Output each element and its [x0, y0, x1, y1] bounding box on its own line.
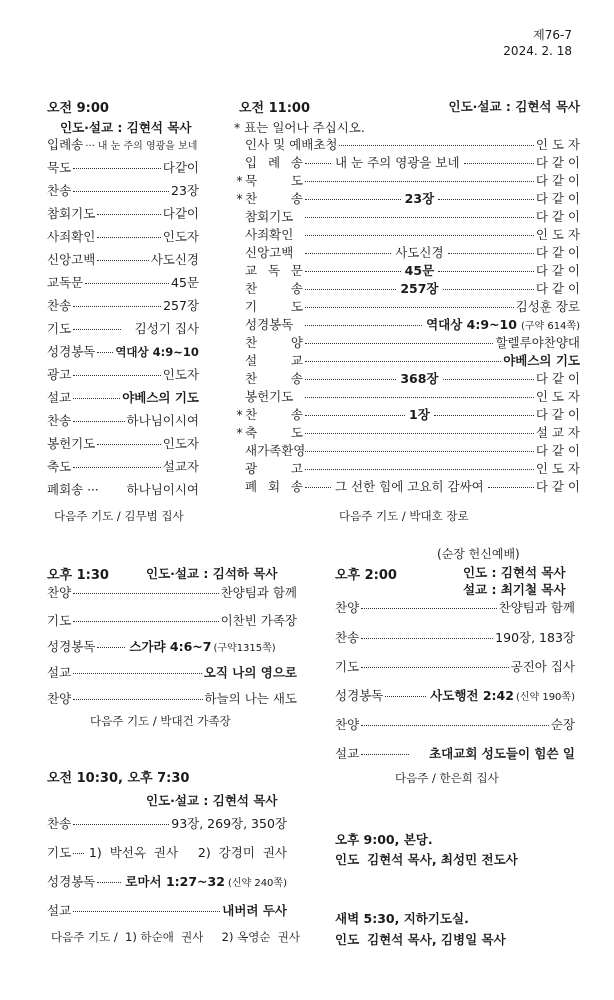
item-label: 신앙고백	[245, 245, 294, 260]
item-value: 내버려 두사	[222, 903, 287, 918]
item-label: 설 교	[245, 353, 303, 368]
item-label: 설교	[47, 665, 72, 680]
order-item	[47, 276, 199, 290]
service-leader: 인도·설교 : 김석하 목사	[146, 566, 278, 581]
order-item	[234, 318, 580, 334]
item-label: 묵 도	[245, 173, 303, 188]
leader-names: 김현석 목사, 김병일 목사	[367, 932, 506, 947]
next-week-prayer: 다음주 기도 / 1) 하순애 권사 2) 옥영순 권사	[51, 930, 300, 944]
item-label: 광고	[47, 367, 72, 382]
item-value: 인도자	[162, 229, 199, 244]
item-label: 기 도	[245, 299, 303, 314]
item-detail: 사도신경	[395, 245, 444, 260]
item-label: 성경봉독	[245, 317, 294, 332]
item-value: 인도자	[162, 436, 199, 451]
order-item	[335, 718, 575, 732]
item-label: 성경봉독	[47, 874, 96, 889]
order-item	[47, 345, 199, 359]
item-label: 설교	[47, 903, 72, 918]
order-item	[47, 904, 287, 918]
order-item	[234, 372, 580, 386]
order-item: * 묵 도 다 같 이	[236, 173, 580, 188]
item-value: 하나님이시여	[126, 482, 199, 497]
item-label: 기도	[47, 321, 72, 336]
item-label: 찬 송	[245, 281, 303, 296]
item-value: 야베스의 기도	[503, 353, 580, 368]
item-label: 찬송	[47, 183, 72, 198]
order-item	[335, 660, 575, 674]
item-value: 순장	[550, 717, 575, 732]
item-note: (신약 190쪽)	[515, 692, 575, 703]
item-label: 기도	[47, 845, 72, 860]
order-item	[234, 336, 580, 350]
service-title: (순장 헌신예배)	[437, 547, 520, 561]
item-value: 인 도 자	[535, 389, 580, 404]
leader-label: 인도	[335, 852, 360, 867]
item-label: 폐회송	[47, 482, 84, 497]
standing-notice: * 표는 일어나 주십시오.	[234, 120, 365, 135]
order-item	[47, 368, 199, 382]
service-leader: 인도·설교 : 김현석 목사	[146, 793, 278, 808]
order-item	[47, 414, 199, 428]
order-item	[234, 246, 580, 260]
order-item: * 찬 송 1장 다 같 이	[236, 407, 580, 422]
item-value: 다같이	[162, 160, 199, 175]
item-value: 다 같 이	[535, 443, 580, 458]
order-item	[335, 747, 575, 761]
item-value: 사도행전 2:42	[430, 688, 514, 703]
item-value: 다 같 이	[535, 173, 580, 188]
order-item	[335, 689, 575, 705]
item-detail: 257장	[400, 281, 439, 296]
order-item	[234, 462, 580, 476]
item-value: 공진아 집사	[510, 659, 575, 674]
item-value: 257장	[163, 298, 199, 313]
leader-names: 김현석 목사, 최성민 전도사	[367, 852, 518, 867]
bulletin-date: 2024. 2. 18	[503, 44, 572, 58]
order-item	[234, 228, 580, 242]
item-value: 다 같 이	[535, 407, 580, 422]
order-item	[47, 299, 199, 313]
item-value: 인 도 자	[535, 461, 580, 476]
order-item	[234, 390, 580, 404]
order-item	[335, 631, 575, 645]
item-label: 입 례 송	[245, 155, 303, 170]
item-value: 다 같 이	[535, 191, 581, 206]
item-value: 찬양팀과 함께	[220, 585, 297, 600]
order-item	[47, 614, 297, 628]
item-value: 다 같 이	[535, 281, 581, 296]
item-detail: 1장	[409, 407, 430, 422]
item-value: 다 같 이	[535, 245, 580, 260]
item-value: 다 같 이	[535, 263, 581, 278]
item-label: 찬양	[47, 585, 72, 600]
item-value: 인 도 자	[535, 227, 580, 242]
order-item	[234, 480, 580, 494]
order-item	[335, 601, 575, 615]
order-item	[47, 184, 199, 198]
order-item	[47, 460, 199, 474]
item-label: 참회기도	[47, 206, 96, 221]
item-label: 찬양	[47, 691, 72, 706]
order-item	[234, 138, 580, 152]
item-value: 야베스의 기도	[122, 390, 199, 405]
item-value: 인 도 자	[535, 137, 580, 152]
service-leader	[335, 850, 518, 868]
item-label: 봉헌기도	[245, 389, 294, 404]
service-time: 오후 1:30	[47, 568, 109, 583]
item-label: 찬 송	[245, 407, 303, 422]
item-label: 찬송	[47, 413, 72, 428]
item-value: 찬양팀과 함께	[498, 600, 575, 615]
order-item	[47, 253, 199, 267]
item-value: 오직 나의 영으로	[203, 665, 297, 680]
order-item	[234, 444, 580, 458]
leader-label: 인도	[335, 932, 360, 947]
item-value: 내 눈 주의 영광을 보네	[97, 141, 198, 152]
item-label: 인사 및 예배초청	[245, 137, 338, 152]
service-time: 새벽 5:30, 지하기도실.	[335, 911, 469, 926]
item-value: 하나님이시여	[126, 413, 199, 428]
item-note: (구약1315쪽)	[213, 643, 276, 654]
item-value: 다 같 이	[535, 209, 580, 224]
order-item	[47, 207, 199, 221]
item-label: 광 고	[245, 461, 303, 476]
item-label: 찬송	[335, 630, 360, 645]
item-label: 찬송	[47, 816, 72, 831]
item-value: 45문	[171, 275, 199, 290]
order-item	[47, 817, 287, 831]
order-item	[47, 586, 297, 600]
order-item	[47, 846, 287, 860]
next-week-prayer: 다음주 기도 / 박대호 장로	[339, 509, 469, 523]
item-label: 폐 회 송	[245, 479, 303, 494]
item-value: 인도자	[162, 367, 199, 382]
order-item	[234, 300, 580, 314]
order-item	[47, 640, 297, 656]
order-item	[47, 666, 297, 680]
item-value: 초대교회 성도들이 힘쓴 일	[429, 746, 575, 761]
item-value: 하늘의 나는 새도	[204, 691, 297, 706]
item-value: 김성훈 장로	[515, 299, 580, 314]
item-value: 23장	[171, 183, 199, 198]
item-label: 설교	[47, 390, 72, 405]
order-item	[47, 161, 199, 175]
item-value: 이찬빈 가족장	[220, 613, 297, 628]
item-label: 묵도	[47, 160, 72, 175]
item-label: 성경봉독	[47, 639, 96, 654]
item-label: 사죄확인	[245, 227, 294, 242]
item-label: 입례송	[47, 137, 84, 152]
item-detail: 그 선한 힘에 고요히 감싸여	[335, 479, 484, 494]
item-value: 다 같 이	[535, 479, 580, 494]
order-item	[234, 354, 580, 368]
service-preacher: 설교 : 최기철 목사	[463, 582, 566, 597]
order-item	[47, 391, 199, 405]
service-leader	[335, 930, 506, 948]
item-label: 교 독 문	[245, 263, 303, 278]
order-item: 입례송 ··· 내 눈 주의 영광을 보네	[47, 137, 198, 152]
order-item	[47, 875, 287, 891]
next-week-prayer: 다음주 기도 / 박대건 가족장	[90, 714, 231, 728]
service-leader: 인도 : 김현석 목사	[463, 565, 566, 580]
order-item	[47, 437, 199, 451]
service-leader: 인도·설교 : 김현석 목사	[448, 99, 580, 114]
item-value: 사도신경	[150, 252, 199, 267]
item-value: 다 같 이	[535, 371, 581, 386]
item-value: 다 같 이	[535, 155, 580, 170]
item-value: 할렐루야찬양대	[495, 335, 580, 350]
service-time: 오전 9:00	[47, 101, 109, 116]
service-leader: 인도·설교 : 김현석 목사	[60, 120, 192, 135]
item-label: 찬 송	[245, 191, 303, 206]
service-time: 오후 2:00	[335, 568, 397, 583]
item-value: 다같이	[162, 206, 199, 221]
order-item	[47, 692, 297, 706]
order-item	[47, 230, 199, 244]
item-label: 설교	[335, 746, 360, 761]
order-item: 폐회송 ··· 하나님이시여	[47, 482, 199, 497]
item-label: 축도	[47, 459, 72, 474]
item-value: 김성기 집사	[134, 321, 199, 336]
item-label: 찬 송	[245, 371, 303, 386]
service-time: 오후 9:00, 본당.	[335, 832, 433, 847]
order-item	[47, 322, 199, 336]
item-label: 찬 양	[245, 335, 303, 350]
item-detail: 45문	[404, 263, 435, 278]
item-value: 93장, 269장, 350장	[171, 816, 287, 831]
item-label: 기도	[47, 613, 72, 628]
item-value: 역대상 4:9~10	[115, 345, 199, 359]
service-time: 오전 11:00	[239, 101, 311, 116]
issue-number: 제76-7	[533, 28, 572, 42]
item-value: 설 교 자	[535, 425, 580, 440]
service-time: 오전 10:30, 오후 7:30	[47, 771, 190, 786]
order-item	[234, 264, 580, 278]
item-detail: 368장	[400, 371, 439, 386]
order-item	[234, 210, 580, 224]
item-label: 사죄확인	[47, 229, 96, 244]
item-detail: 내 눈 주의 영광을 보네	[335, 155, 460, 170]
item-label: 찬송	[47, 298, 72, 313]
item-label: 봉헌기도	[47, 436, 96, 451]
item-label: 찬양	[335, 717, 360, 732]
item-label: 축 도	[245, 425, 303, 440]
item-note: (구약 614쪽)	[520, 321, 580, 332]
next-week-prayer: 다음주 기도 / 김무범 집사	[54, 509, 184, 523]
item-label: 새가족환영	[245, 443, 306, 458]
item-label: 신앙고백	[47, 252, 96, 267]
order-item	[234, 156, 580, 170]
order-item: * 축 도 설 교 자	[236, 425, 580, 440]
item-label: 참회기도	[245, 209, 294, 224]
item-detail: 역대상 4:9~10	[426, 317, 517, 332]
item-label: 교독문	[47, 275, 84, 290]
item-label: 찬양	[335, 600, 360, 615]
item-value: 스가랴 4:6~7	[129, 639, 212, 654]
order-item	[234, 282, 580, 296]
item-label: 기도	[335, 659, 360, 674]
item-label: 성경봉독	[47, 344, 96, 359]
item-value: 190장, 183장	[495, 630, 575, 645]
item-value: 로마서 1:27~32	[125, 874, 225, 889]
item-label: 성경봉독	[335, 688, 384, 703]
order-item: * 찬 송 23장 다 같 이	[236, 191, 581, 206]
item-detail: 23장	[404, 191, 435, 206]
next-week-prayer: 다음주 / 한은희 집사	[395, 771, 499, 785]
item-value: 1) 박선옥 권사 2) 강경미 권사	[88, 845, 287, 860]
item-note: (신약 240쪽)	[227, 878, 287, 889]
item-value: 설교자	[162, 459, 199, 474]
